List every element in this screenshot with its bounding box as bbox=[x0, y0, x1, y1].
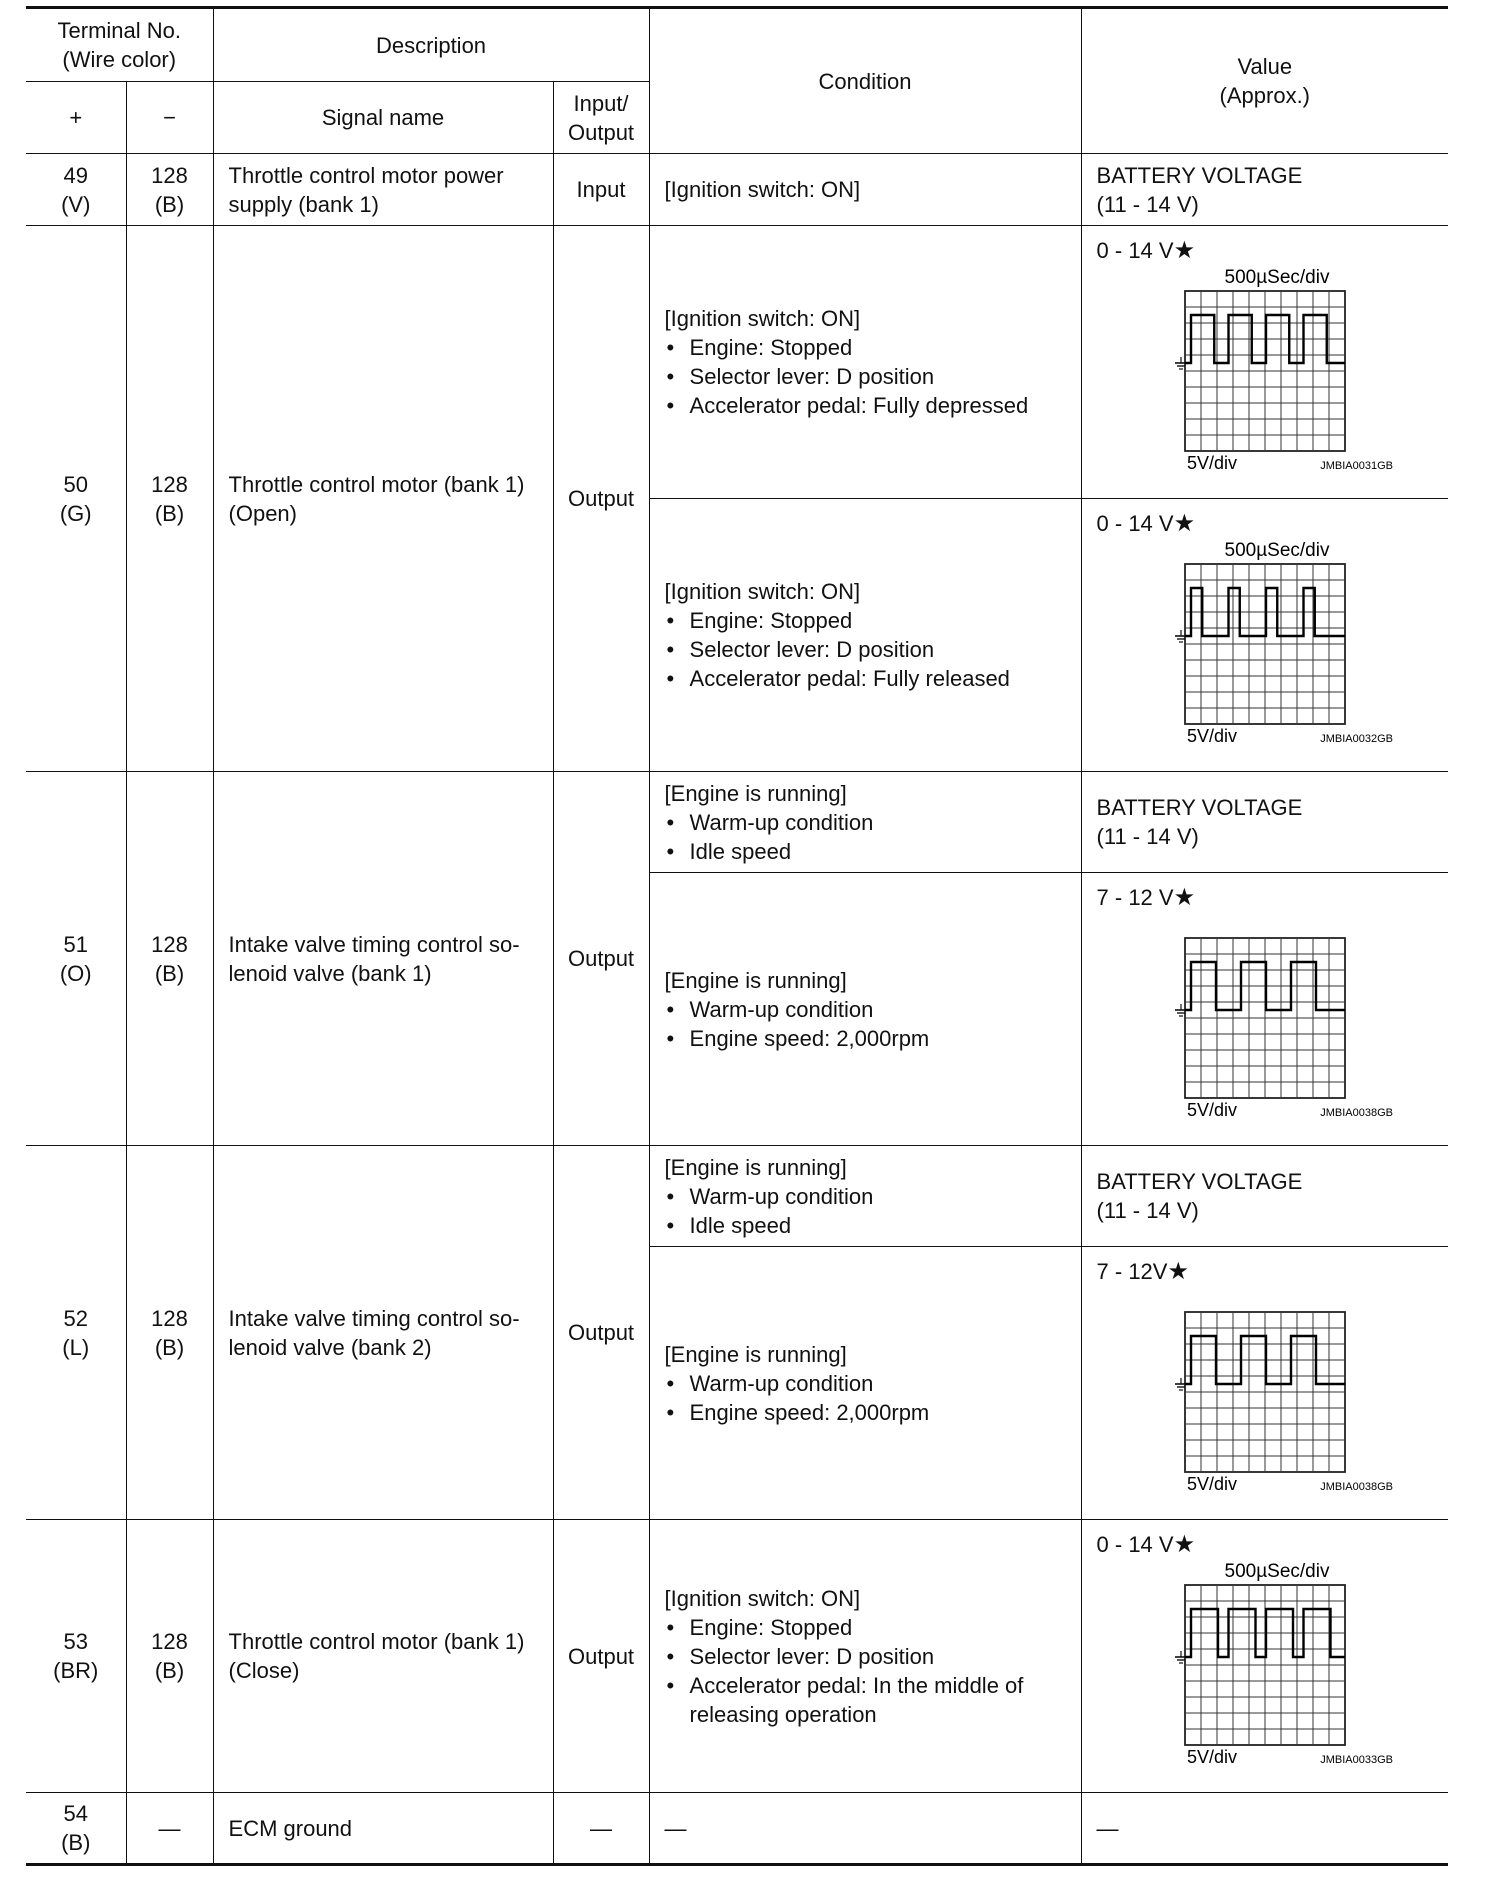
condition-head: [Ignition switch: ON] bbox=[664, 177, 861, 202]
oscilloscope-waveform bbox=[1137, 542, 1397, 747]
input-output-label-2: Output bbox=[568, 119, 635, 145]
value-line-1: BATTERY VOLTAGE bbox=[1096, 1169, 1303, 1194]
signal-name-line-1: Throttle control motor (bank 1) bbox=[228, 471, 525, 497]
condition-list bbox=[665, 1613, 1075, 1729]
signal-name-line-1: Throttle control motor (bank 1) bbox=[228, 1629, 525, 1654]
condition-head: [Engine is running] bbox=[664, 1341, 847, 1367]
plus-terminal-number: 51 bbox=[63, 931, 88, 957]
star-icon: ★ bbox=[1167, 1258, 1189, 1285]
condition-item: • Engine: Stopped bbox=[665, 606, 1075, 635]
minus-terminal-cell bbox=[126, 226, 213, 772]
scope-figure bbox=[1137, 916, 1449, 1128]
scope-figure bbox=[1137, 1290, 1449, 1502]
value-text bbox=[1097, 883, 1449, 912]
value-cell bbox=[1081, 1146, 1448, 1247]
value-line-2: (11 - 14 V) bbox=[1096, 191, 1199, 217]
oscilloscope-waveform bbox=[1137, 269, 1397, 474]
value-text bbox=[1097, 1257, 1449, 1286]
minus-terminal-cell bbox=[126, 154, 213, 226]
condition-cell bbox=[649, 1520, 1081, 1793]
condition-cell bbox=[649, 1247, 1081, 1520]
value-text bbox=[1097, 1530, 1449, 1559]
signal-name-cell bbox=[213, 154, 553, 226]
plus-terminal-number: 52 bbox=[63, 1305, 88, 1331]
condition-cell bbox=[649, 499, 1081, 772]
value-line-1: 7 - 12V bbox=[1096, 1259, 1168, 1284]
value-cell bbox=[1081, 226, 1448, 499]
value-text bbox=[1097, 509, 1449, 538]
signal-name-line-2: (Close) bbox=[228, 1658, 300, 1683]
condition-list bbox=[665, 808, 1075, 866]
terminal-table bbox=[26, 6, 1448, 1866]
plus-terminal-cell bbox=[26, 226, 126, 772]
condition-item: • Warm-up condition bbox=[665, 808, 1075, 837]
condition-cell bbox=[649, 1146, 1081, 1247]
signal-name-line-1: Intake valve timing control so- bbox=[228, 1305, 520, 1331]
condition-head: [Engine is running] bbox=[664, 967, 847, 993]
signal-name-line-2: (Open) bbox=[228, 500, 297, 526]
input-output-label-1: Input/ bbox=[573, 90, 629, 116]
condition-list bbox=[665, 606, 1075, 693]
condition-cell bbox=[649, 154, 1081, 226]
plus-wire-color: (BR) bbox=[53, 1658, 99, 1683]
condition-head: [Engine is running] bbox=[664, 780, 847, 806]
input-output-cell: Output bbox=[553, 772, 649, 1146]
minus-wire-color: (B) bbox=[154, 500, 185, 526]
signal-name-cell bbox=[213, 1520, 553, 1793]
figure-code-label: JMBIA0038GB bbox=[1319, 1481, 1393, 1493]
value-line-1: 7 - 12 V bbox=[1096, 885, 1174, 910]
condition-item: • Idle speed bbox=[665, 1211, 1075, 1240]
plus-terminal-number: 49 bbox=[63, 162, 88, 188]
value-header bbox=[1081, 8, 1448, 154]
minus-terminal-number: 128 bbox=[151, 931, 188, 957]
minus-terminal-cell bbox=[126, 1520, 213, 1793]
value-line-1: BATTERY VOLTAGE bbox=[1096, 162, 1303, 188]
value-text bbox=[1097, 1814, 1443, 1843]
figure-code-label: JMBIA0032GB bbox=[1319, 733, 1393, 745]
condition-list bbox=[665, 333, 1075, 420]
volts-per-div-label: 5V/div bbox=[1186, 726, 1237, 746]
timebase-label: 500µSec/div bbox=[1224, 269, 1330, 288]
signal-name-line-1: ECM ground bbox=[228, 1815, 353, 1841]
condition-head: [Ignition switch: ON] bbox=[664, 306, 861, 331]
condition-cell bbox=[649, 772, 1081, 873]
wire-color-label: (Wire color) bbox=[62, 47, 177, 72]
minus-wire-color: (B) bbox=[154, 1658, 185, 1683]
value-line-1: 0 - 14 V bbox=[1096, 1532, 1174, 1557]
minus-wire-color: (B) bbox=[154, 960, 185, 986]
value-line-1: 0 - 14 V bbox=[1096, 238, 1174, 263]
plus-wire-color: (L) bbox=[62, 1334, 90, 1360]
scope-figure bbox=[1137, 542, 1449, 754]
input-output-cell: Output bbox=[553, 1146, 649, 1520]
signal-name-cell bbox=[213, 1146, 553, 1520]
condition-head: — bbox=[664, 1815, 687, 1841]
terminal-no-header bbox=[26, 8, 213, 82]
condition-item: • Engine speed: 2,000rpm bbox=[665, 1398, 1075, 1427]
condition-cell bbox=[649, 873, 1081, 1146]
condition-item: • Accelerator pedal: Fully depressed bbox=[665, 391, 1075, 420]
value-cell bbox=[1081, 1247, 1448, 1520]
approx-label: (Approx.) bbox=[1219, 83, 1311, 108]
condition-cell bbox=[649, 226, 1081, 499]
table-row bbox=[26, 1793, 1448, 1865]
input-output-cell: Output bbox=[553, 1520, 649, 1793]
condition-list bbox=[665, 1182, 1075, 1240]
plus-terminal-cell bbox=[26, 1520, 126, 1793]
condition-item: • Selector lever: D position bbox=[665, 635, 1075, 664]
value-text bbox=[1097, 236, 1449, 265]
value-cell bbox=[1081, 1793, 1448, 1865]
plus-terminal-number: 54 bbox=[63, 1801, 88, 1826]
value-cell bbox=[1081, 499, 1448, 772]
minus-terminal-cell bbox=[126, 1793, 213, 1865]
value-line-2: (11 - 14 V) bbox=[1096, 824, 1199, 849]
condition-cell bbox=[649, 1793, 1081, 1865]
condition-list bbox=[665, 995, 1075, 1053]
scope-figure bbox=[1137, 1563, 1449, 1775]
value-text bbox=[1097, 793, 1443, 822]
value-cell bbox=[1081, 873, 1448, 1146]
condition-item: • Engine: Stopped bbox=[665, 333, 1075, 362]
signal-name-line-1: Intake valve timing control so- bbox=[228, 931, 520, 957]
minus-terminal-number: 128 bbox=[151, 471, 188, 497]
table-row bbox=[26, 226, 1448, 499]
value-cell bbox=[1081, 1520, 1448, 1793]
minus-wire-color: (B) bbox=[154, 191, 185, 217]
minus-terminal-number: 128 bbox=[151, 1629, 188, 1654]
minus-header: − bbox=[126, 82, 213, 154]
plus-wire-color: (O) bbox=[59, 960, 92, 986]
minus-terminal-number: 128 bbox=[151, 1305, 188, 1331]
plus-terminal-cell bbox=[26, 772, 126, 1146]
value-line-1: 0 - 14 V bbox=[1096, 511, 1174, 536]
condition-header: Condition bbox=[649, 8, 1081, 154]
star-icon: ★ bbox=[1173, 1531, 1196, 1558]
value-line-2: (11 - 14 V) bbox=[1096, 1198, 1199, 1223]
condition-item: • Idle speed bbox=[665, 837, 1075, 866]
minus-terminal-cell bbox=[126, 1146, 213, 1520]
minus-terminal-number: 128 bbox=[151, 162, 188, 188]
plus-terminal-cell bbox=[26, 1793, 126, 1865]
input-output-cell: Output bbox=[553, 226, 649, 772]
terminal-spec-sheet bbox=[26, 6, 1448, 1866]
signal-name-line-1: Throttle control motor power bbox=[228, 162, 504, 188]
figure-code-label: JMBIA0033GB bbox=[1319, 1754, 1393, 1766]
timebase-label: 500µSec/div bbox=[1224, 1563, 1330, 1582]
star-icon: ★ bbox=[1173, 510, 1196, 537]
minus-wire-color: (B) bbox=[154, 1334, 185, 1360]
star-icon: ★ bbox=[1173, 884, 1196, 911]
plus-terminal-cell bbox=[26, 154, 126, 226]
oscilloscope-waveform bbox=[1137, 1290, 1397, 1495]
volts-per-div-label: 5V/div bbox=[1186, 1100, 1237, 1120]
signal-name-cell bbox=[213, 1793, 553, 1865]
volts-per-div-label: 5V/div bbox=[1186, 1747, 1237, 1767]
table-row bbox=[26, 154, 1448, 226]
condition-item: • Selector lever: D position bbox=[665, 1642, 1075, 1671]
input-output-cell: Input bbox=[553, 154, 649, 226]
value-line-1: — bbox=[1096, 1815, 1119, 1841]
condition-head: [Ignition switch: ON] bbox=[664, 579, 861, 604]
condition-item: • Warm-up condition bbox=[665, 995, 1075, 1024]
terminal-no-label: Terminal No. bbox=[57, 18, 181, 43]
star-icon: ★ bbox=[1173, 237, 1196, 264]
condition-item: • Warm-up condition bbox=[665, 1369, 1075, 1398]
figure-code-label: JMBIA0038GB bbox=[1319, 1107, 1393, 1119]
condition-item: • Accelerator pedal: In the middle of releasing operation bbox=[665, 1671, 1075, 1729]
condition-list bbox=[665, 1369, 1075, 1427]
signal-name-header: Signal name bbox=[213, 82, 553, 154]
scope-figure bbox=[1137, 269, 1449, 481]
signal-name-cell bbox=[213, 772, 553, 1146]
signal-name-cell bbox=[213, 226, 553, 772]
signal-name-line-2: supply (bank 1) bbox=[228, 191, 379, 217]
figure-code-label: JMBIA0031GB bbox=[1319, 460, 1393, 472]
plus-terminal-cell bbox=[26, 1146, 126, 1520]
oscilloscope-waveform bbox=[1137, 916, 1397, 1121]
plus-header: + bbox=[26, 82, 126, 154]
condition-item: • Selector lever: D position bbox=[665, 362, 1075, 391]
condition-item: • Engine: Stopped bbox=[665, 1613, 1075, 1642]
plus-wire-color: (G) bbox=[59, 500, 92, 526]
minus-terminal-cell bbox=[126, 772, 213, 1146]
condition-head: [Ignition switch: ON] bbox=[664, 1585, 861, 1611]
input-output-cell: — bbox=[553, 1793, 649, 1865]
volts-per-div-label: 5V/div bbox=[1186, 453, 1237, 473]
value-text bbox=[1097, 1167, 1443, 1196]
plus-wire-color: (V) bbox=[61, 191, 91, 217]
table-row bbox=[26, 1146, 1448, 1247]
header-row-1 bbox=[26, 8, 1448, 82]
condition-item: • Engine speed: 2,000rpm bbox=[665, 1024, 1075, 1053]
condition-item: • Accelerator pedal: Fully released bbox=[665, 664, 1075, 693]
plus-terminal-number: 53 bbox=[63, 1629, 88, 1654]
condition-item: • Warm-up condition bbox=[665, 1182, 1075, 1211]
timebase-label: 500µSec/div bbox=[1224, 542, 1330, 561]
signal-name-line-2: lenoid valve (bank 1) bbox=[228, 960, 432, 986]
input-output-header bbox=[553, 82, 649, 154]
oscilloscope-waveform bbox=[1137, 1563, 1397, 1768]
signal-name-line-2: lenoid valve (bank 2) bbox=[228, 1334, 432, 1360]
plus-wire-color: (B) bbox=[61, 1830, 91, 1855]
volts-per-div-label: 5V/div bbox=[1186, 1474, 1237, 1494]
table-row bbox=[26, 1520, 1448, 1793]
table-row bbox=[26, 772, 1448, 873]
condition-head: [Engine is running] bbox=[664, 1154, 847, 1180]
plus-terminal-number: 50 bbox=[63, 471, 88, 497]
minus-terminal-number: — bbox=[158, 1815, 181, 1841]
value-cell bbox=[1081, 154, 1448, 226]
description-header: Description bbox=[213, 8, 649, 82]
value-cell bbox=[1081, 772, 1448, 873]
value-line-1: BATTERY VOLTAGE bbox=[1096, 795, 1303, 820]
value-text bbox=[1097, 161, 1443, 190]
value-label: Value bbox=[1237, 54, 1293, 79]
